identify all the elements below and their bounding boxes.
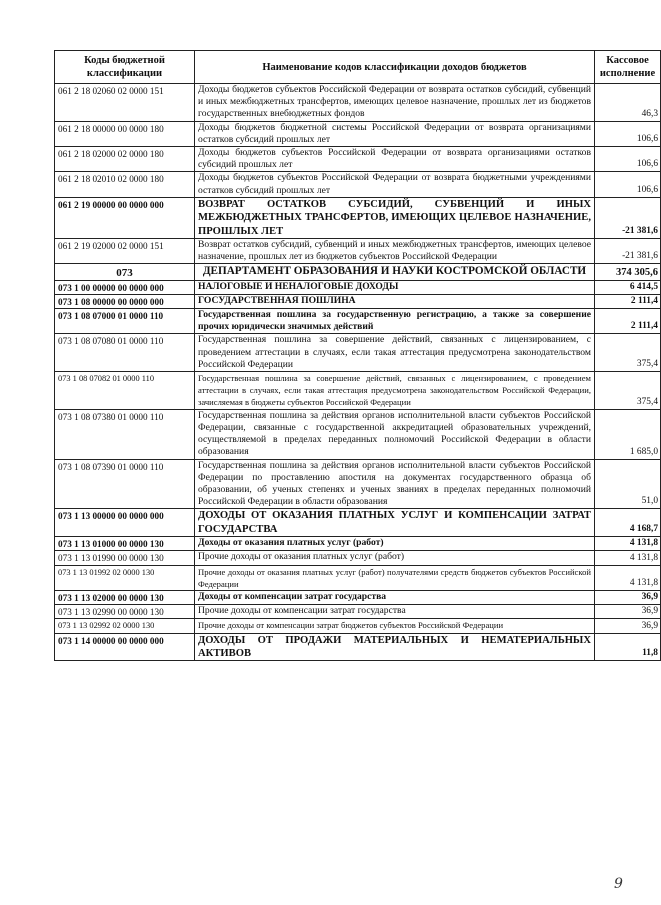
table-row — [55, 197, 661, 238]
budget-code-cell: 073 1 08 07390 01 0000 110 — [55, 459, 195, 509]
table-row — [55, 372, 661, 410]
table-row — [55, 84, 661, 122]
cash-amount-cell: 106,6 — [595, 172, 661, 197]
classification-name-cell: Доходы бюджетов субъектов Российской Федерации от возврата организациями остатков субсидий прошлых лет — [195, 147, 595, 172]
classification-name-cell: Государственная пошлина за государственную регистрацию, а также за совершение прочих юридически значимых действий — [195, 309, 595, 334]
budget-code-cell: 073 1 13 02000 00 0000 130 — [55, 590, 195, 604]
table-body — [55, 84, 661, 661]
table-row — [55, 121, 661, 146]
cash-amount-cell: 36,9 — [595, 619, 661, 633]
table-row — [55, 147, 661, 172]
budget-code-cell: 073 1 13 02992 02 0000 130 — [55, 619, 195, 633]
header-cash-execution: Кассовое исполнение — [595, 51, 661, 84]
classification-name-cell: Доходы от оказания платных услуг (работ) — [195, 537, 595, 551]
table-row — [55, 509, 661, 537]
table-row — [55, 264, 661, 280]
classification-name-cell: Прочие доходы от компенсации затрат бюджетов субъектов Российской Федерации — [195, 619, 595, 633]
budget-code-cell: 073 1 08 07082 01 0000 110 — [55, 372, 195, 410]
budget-code-cell: 073 1 13 01990 00 0000 130 — [55, 551, 195, 565]
table-row — [55, 459, 661, 509]
cash-amount-cell: 375,4 — [595, 372, 661, 410]
classification-name-cell: Прочие доходы от оказания платных услуг (работ) — [195, 551, 595, 565]
table-row — [55, 565, 661, 590]
table-row — [55, 280, 661, 294]
budget-code-cell: 073 — [55, 264, 195, 280]
classification-name-cell: Государственная пошлина за совершение действий, связанных с лицензированием, с проведением аттестации в случаях, если такая аттестация предусмотрена законодательством Российской Федерации — [195, 334, 595, 372]
classification-name-cell: НАЛОГОВЫЕ И НЕНАЛОГОВЫЕ ДОХОДЫ — [195, 280, 595, 294]
table-row — [55, 172, 661, 197]
classification-name-cell: ВОЗВРАТ ОСТАТКОВ СУБСИДИЙ, СУБВЕНЦИЙ И ИНЫХ МЕЖБЮДЖЕТНЫХ ТРАНСФЕРТОВ, ИМЕЮЩИХ ЦЕЛЕВОЕ НАЗНАЧЕНИЕ, ПРОШЛЫХ ЛЕТ — [195, 197, 595, 238]
table-row — [55, 334, 661, 372]
classification-name-cell: Доходы от компенсации затрат государства — [195, 590, 595, 604]
header-budget-codes: Коды бюджетной классификации — [55, 51, 195, 84]
cash-amount-cell: 4 131,8 — [595, 551, 661, 565]
page-number: 9 — [614, 876, 623, 892]
budget-revenue-table — [54, 50, 661, 661]
budget-document — [54, 50, 658, 661]
cash-amount-cell: 4 131,8 — [595, 565, 661, 590]
budget-code-cell: 061 2 18 00000 00 0000 180 — [55, 121, 195, 146]
table-row — [55, 537, 661, 551]
budget-code-cell: 073 1 08 07380 01 0000 110 — [55, 409, 195, 459]
classification-name-cell: Прочие доходы от компенсации затрат государства — [195, 605, 595, 619]
table-row — [55, 605, 661, 619]
classification-name-cell: Доходы бюджетов субъектов Российской Федерации от возврата бюджетными учреждениями остатков субсидий прошлых лет — [195, 172, 595, 197]
budget-code-cell: 061 2 18 02060 02 0000 151 — [55, 84, 195, 122]
budget-code-cell: 073 1 13 01000 00 0000 130 — [55, 537, 195, 551]
budget-code-cell: 061 2 19 00000 00 0000 000 — [55, 197, 195, 238]
cash-amount-cell: 11,8 — [595, 633, 661, 661]
budget-code-cell: 061 2 18 02000 02 0000 180 — [55, 147, 195, 172]
cash-amount-cell: 36,9 — [595, 590, 661, 604]
budget-code-cell: 073 1 13 01992 02 0000 130 — [55, 565, 195, 590]
table-row — [55, 309, 661, 334]
classification-name-cell: Государственная пошлина за действия органов исполнительной власти субъектов Российской Федерации по проставлению апостиля на документах государственного образца об образовании, об ученых степенях и ученых званиях в пределах переданных полномочий Российской Федерации в области образования — [195, 459, 595, 509]
cash-amount-cell: 375,4 — [595, 334, 661, 372]
budget-code-cell: 061 2 19 02000 02 0000 151 — [55, 239, 195, 264]
cash-amount-cell: 4 131,8 — [595, 537, 661, 551]
budget-code-cell: 073 1 13 02990 00 0000 130 — [55, 605, 195, 619]
classification-name-cell: ДОХОДЫ ОТ ОКАЗАНИЯ ПЛАТНЫХ УСЛУГ И КОМПЕНСАЦИИ ЗАТРАТ ГОСУДАРСТВА — [195, 509, 595, 537]
budget-code-cell: 073 1 13 00000 00 0000 000 — [55, 509, 195, 537]
cash-amount-cell: 2 111,4 — [595, 294, 661, 308]
classification-name-cell: ДОХОДЫ ОТ ПРОДАЖИ МАТЕРИАЛЬНЫХ И НЕМАТЕРИАЛЬНЫХ АКТИВОВ — [195, 633, 595, 661]
cash-amount-cell: 4 168,7 — [595, 509, 661, 537]
cash-amount-cell: 36,9 — [595, 605, 661, 619]
table-header-row — [55, 51, 661, 84]
cash-amount-cell: 51,0 — [595, 459, 661, 509]
table-row — [55, 551, 661, 565]
cash-amount-cell: 106,6 — [595, 121, 661, 146]
table-row — [55, 409, 661, 459]
table-row — [55, 239, 661, 264]
budget-code-cell: 073 1 00 00000 00 0000 000 — [55, 280, 195, 294]
cash-amount-cell: 1 685,0 — [595, 409, 661, 459]
budget-code-cell: 073 1 08 07000 01 0000 110 — [55, 309, 195, 334]
classification-name-cell: Возврат остатков субсидий, субвенций и иных межбюджетных трансфертов, имеющих целевое назначение, прошлых лет из бюджетов субъектов Российской Федерации — [195, 239, 595, 264]
cash-amount-cell: 6 414,5 — [595, 280, 661, 294]
table-row — [55, 619, 661, 633]
table-row — [55, 633, 661, 661]
table-row — [55, 294, 661, 308]
table-row — [55, 590, 661, 604]
classification-name-cell: Доходы бюджетов бюджетной системы Российской Федерации от возврата организациями остатков субсидий прошлых лет — [195, 121, 595, 146]
classification-name-cell: ДЕПАРТАМЕНТ ОБРАЗОВАНИЯ И НАУКИ КОСТРОМСКОЙ ОБЛАСТИ — [195, 264, 595, 280]
cash-amount-cell: -21 381,6 — [595, 197, 661, 238]
budget-code-cell: 073 1 08 00000 00 0000 000 — [55, 294, 195, 308]
header-classification-name: Наименование кодов классификации доходов бюджетов — [195, 51, 595, 84]
cash-amount-cell: 106,6 — [595, 147, 661, 172]
cash-amount-cell: 374 305,6 — [595, 264, 661, 280]
cash-amount-cell: 2 111,4 — [595, 309, 661, 334]
budget-code-cell: 073 1 14 00000 00 0000 000 — [55, 633, 195, 661]
cash-amount-cell: 46,3 — [595, 84, 661, 122]
classification-name-cell: Доходы бюджетов субъектов Российской Федерации от возврата остатков субсидий, субвенций и иных межбюджетных трансфертов, имеющих целевое назначение, прошлых лет из бюджетов государственных внебюджетных фондов — [195, 84, 595, 122]
cash-amount-cell: -21 381,6 — [595, 239, 661, 264]
budget-code-cell: 073 1 08 07080 01 0000 110 — [55, 334, 195, 372]
classification-name-cell: Прочие доходы от оказания платных услуг (работ) получателями средств бюджетов субъектов Российской Федерации — [195, 565, 595, 590]
classification-name-cell: Государственная пошлина за действия органов исполнительной власти субъектов Российской Федерации, связанные с государственной аккредитацией образовательных учреждений, осуществляемой в пределах переданных полномочий Российской Федерации в области образования — [195, 409, 595, 459]
classification-name-cell: ГОСУДАРСТВЕННАЯ ПОШЛИНА — [195, 294, 595, 308]
classification-name-cell: Государственная пошлина за совершение действий, связанных с лицензированием, с проведением аттестации в случаях, если такая аттестация предусмотрена законодательством Российской Федерации, зачисляемая в бюджеты субъектов Российской Федерации — [195, 372, 595, 410]
budget-code-cell: 061 2 18 02010 02 0000 180 — [55, 172, 195, 197]
